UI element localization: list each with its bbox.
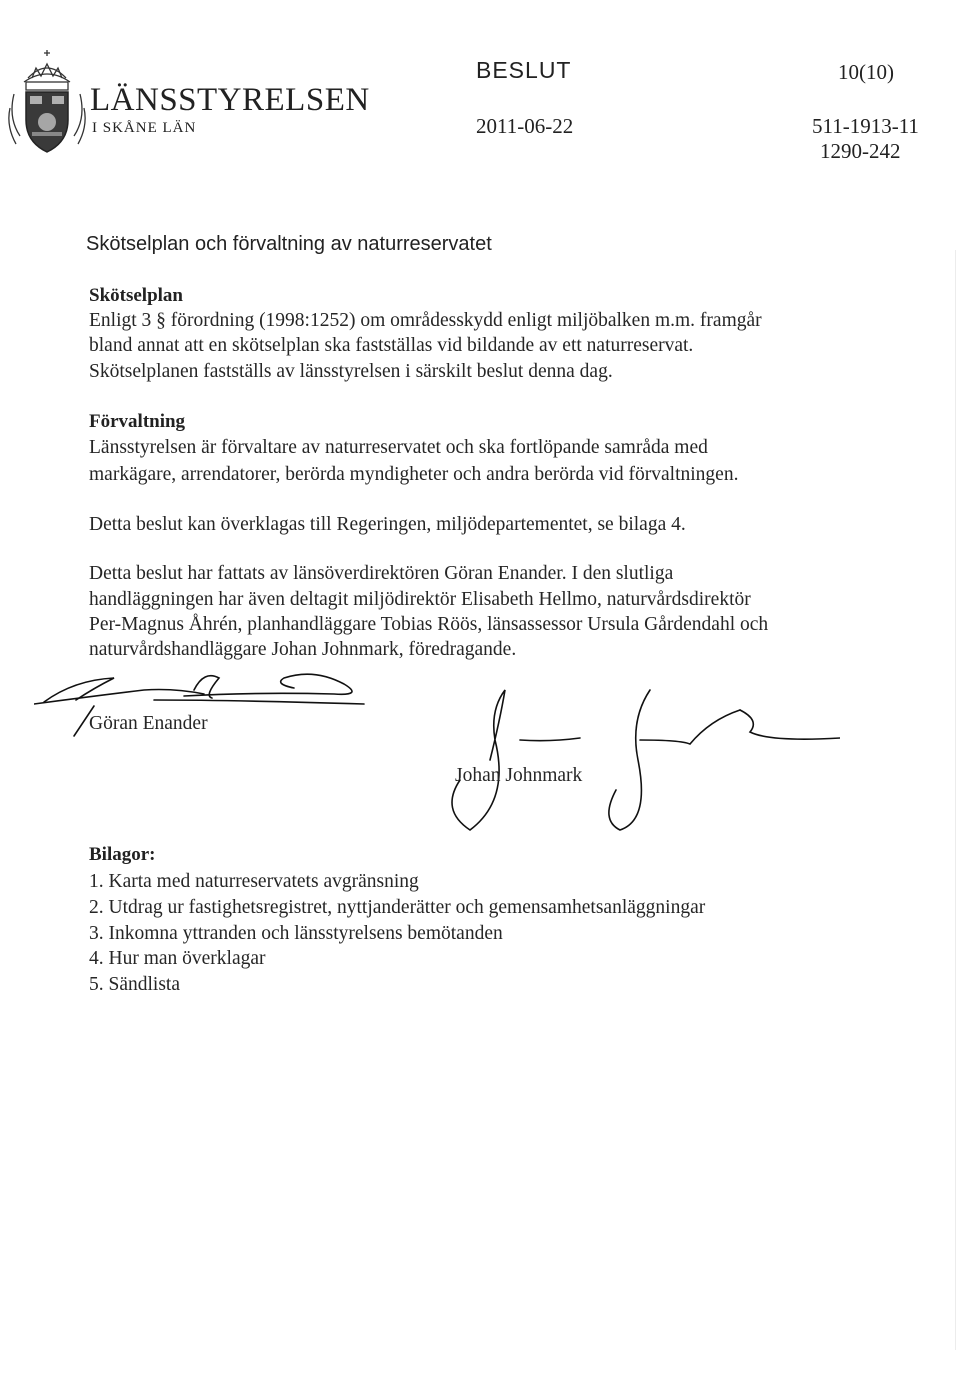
- attachment-item: 3. Inkomna yttranden och länsstyrelsens bemötanden: [89, 923, 503, 944]
- scan-margin-line: [955, 250, 956, 1350]
- paragraph-line: Skötselplanen fastställs av länsstyrelsen i särskilt beslut denna dag.: [89, 361, 613, 382]
- reference-number: 1290-242: [820, 139, 901, 163]
- signature-johan-johnmark: [380, 680, 840, 840]
- signatory-name-enander: Göran Enander: [89, 713, 208, 734]
- decision-line: naturvårdshandläggare Johan Johnmark, föredragande.: [89, 639, 517, 660]
- document-date: 2011-06-22: [476, 114, 574, 138]
- signatory-name-johnmark: Johan Johnmark: [455, 765, 583, 786]
- county-coat-of-arms-logo: [6, 48, 88, 160]
- paragraph-line: Länsstyrelsen är förvaltare av naturreservatet och ska fortlöpande samråda med: [89, 437, 708, 458]
- decision-line: Per-Magnus Åhrén, planhandläggare Tobias Röös, länsassessor Ursula Gårdendahl och: [89, 614, 769, 635]
- section-heading-skotselplan: Skötselplan: [89, 285, 183, 306]
- document-title: Skötselplan och förvaltning av naturreservatet: [86, 233, 492, 255]
- attachment-item: 2. Utdrag ur fastighetsregistret, nyttjanderätter och gemensamhetsanläggningar: [89, 897, 706, 918]
- attachments-heading: Bilagor:: [89, 844, 156, 865]
- paragraph-line: bland annat att en skötselplan ska fastställas vid bildande av ett naturreservat.: [89, 335, 694, 356]
- attachment-item: 5. Sändlista: [89, 974, 180, 995]
- case-number: 511-1913-11: [812, 114, 919, 138]
- page-number: 10(10): [838, 60, 894, 84]
- paragraph-line: Enligt 3 § förordning (1998:1252) om områdesskydd enligt miljöbalken m.m. framgår: [89, 310, 762, 331]
- decision-line: handläggningen har även deltagit miljödirektör Elisabeth Hellmo, naturvårdsdirektör: [89, 589, 751, 610]
- attachment-item: 4. Hur man överklagar: [89, 948, 266, 969]
- paragraph-line: markägare, arrendatorer, berörda myndigheter och andra berörda vid förvaltningen.: [89, 464, 739, 485]
- decision-line: Detta beslut har fattats av länsöverdirektören Göran Enander. I den slutliga: [89, 563, 674, 584]
- section-heading-forvaltning: Förvaltning: [89, 411, 186, 432]
- document-type: BESLUT: [476, 57, 572, 83]
- organization-subtitle: I SKÅNE LÄN: [92, 120, 197, 136]
- signature-goran-enander: [34, 660, 384, 760]
- attachment-item: 1. Karta med naturreservatets avgränsning: [89, 871, 419, 892]
- organization-name: LÄNSSTYRELSEN: [90, 82, 370, 118]
- appeal-statement: Detta beslut kan överklagas till Regeringen, miljödepartementet, se bilaga 4.: [89, 514, 686, 535]
